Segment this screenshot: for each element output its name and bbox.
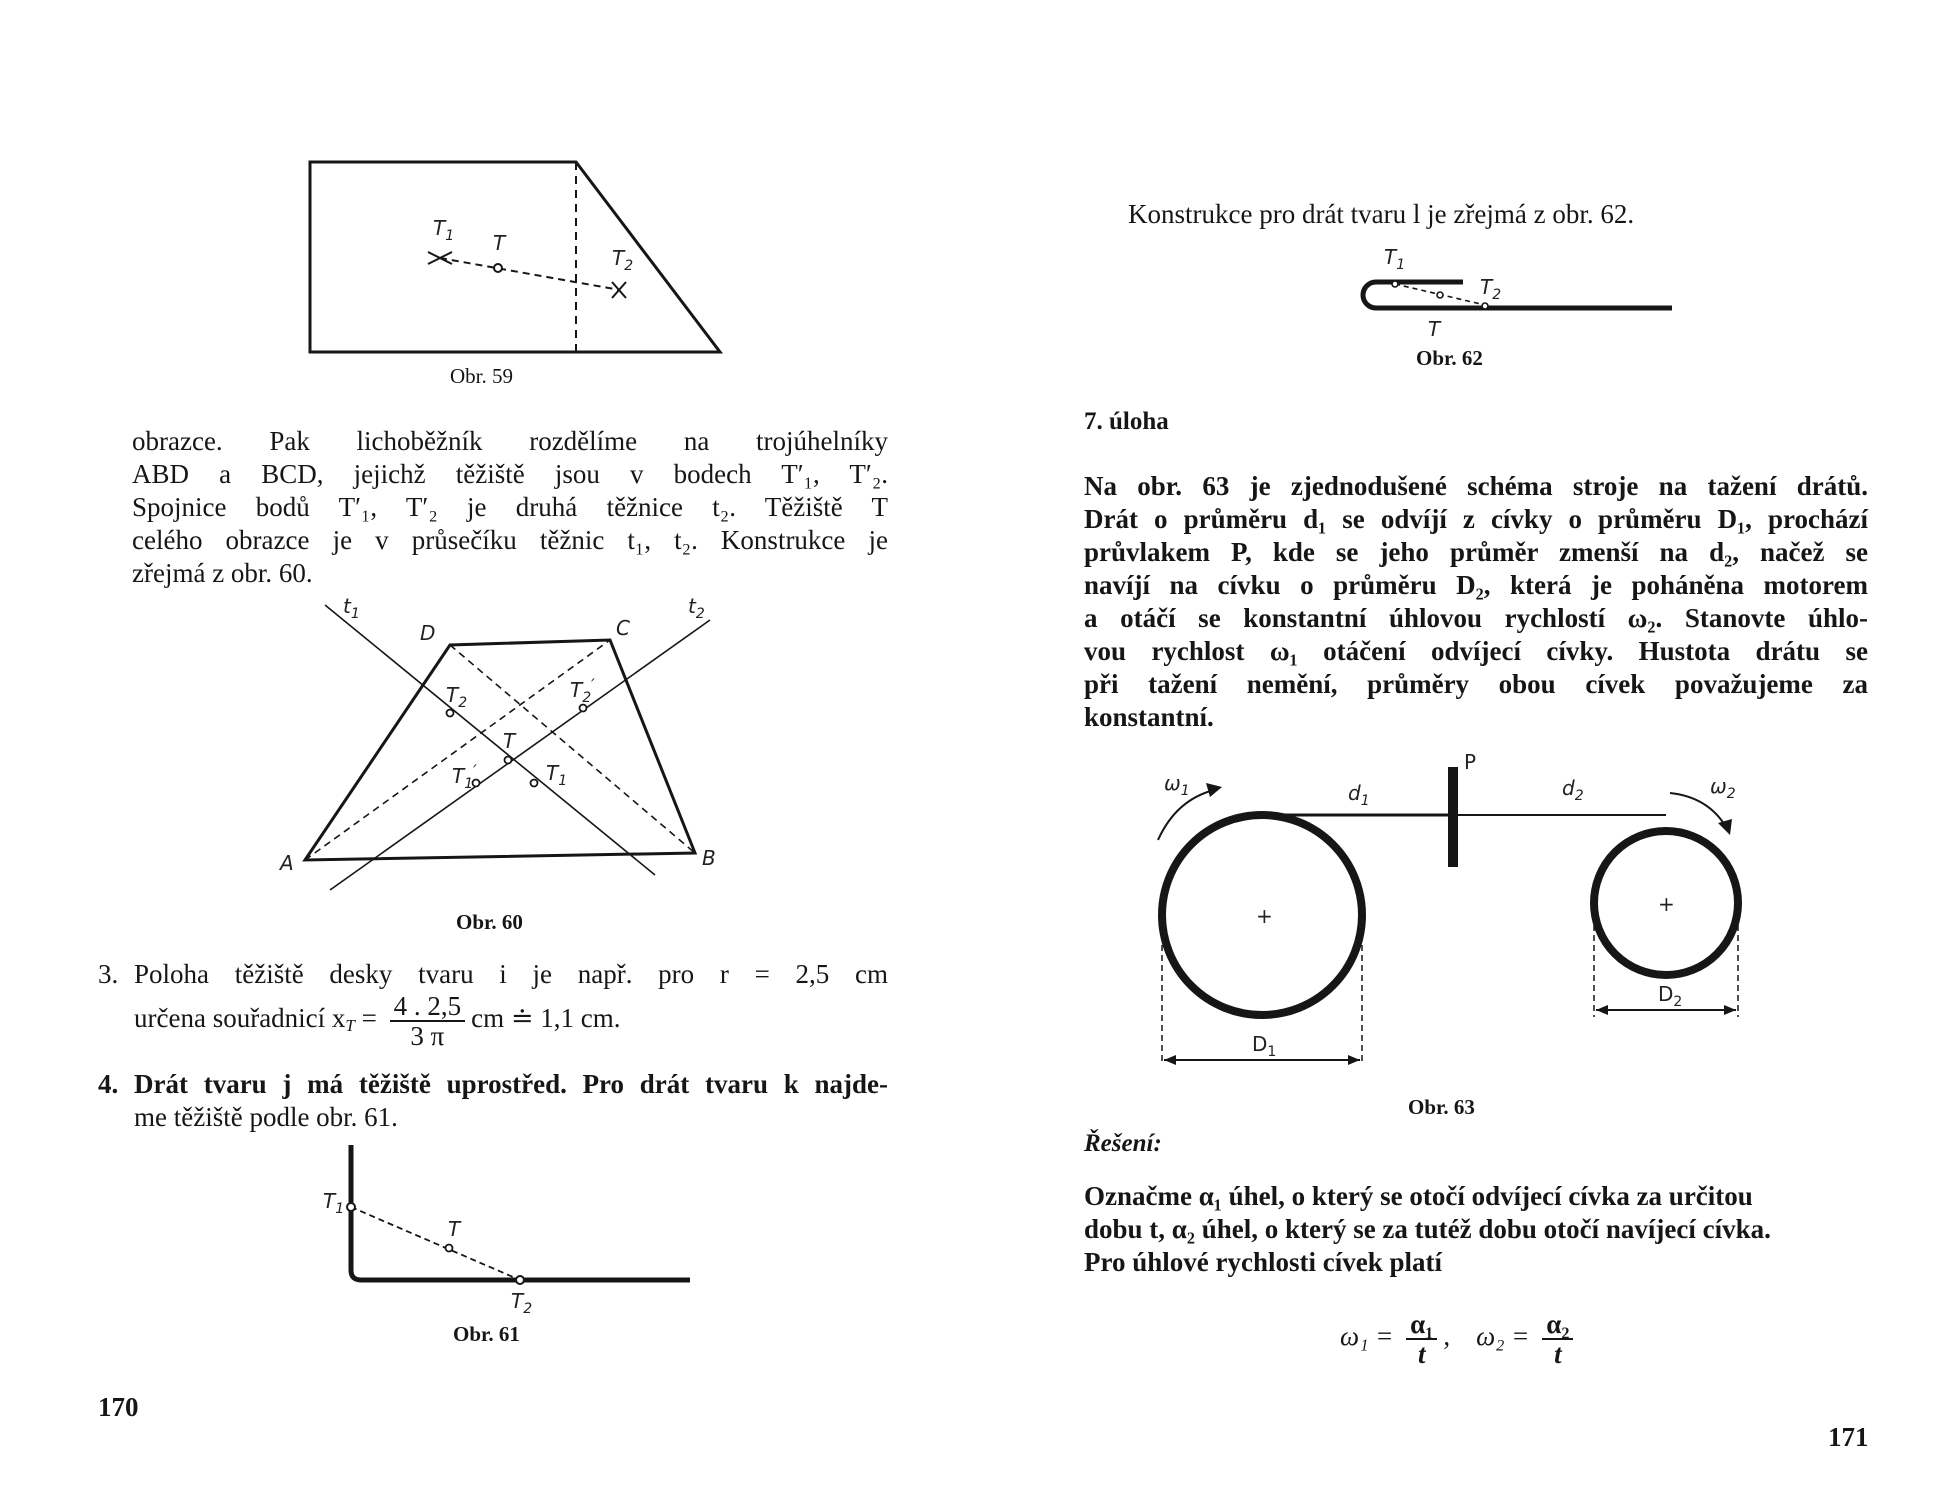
- list-item-number: 3.: [98, 959, 119, 989]
- svg-text:T1: $T_1$: [433, 216, 455, 244]
- figure-59-caption: Obr. 59: [450, 364, 513, 388]
- list-item-formula-line: určena souřadnicí xT = $\frac{4 . 2,5}{3 \pi}$ cm ≐ 1,1 cm.: [134, 991, 621, 1051]
- svg-text:T1′: $T_1'$: [452, 761, 477, 792]
- svg-text:D2: $D_2$: [1658, 982, 1683, 1010]
- svg-text:D: D: [420, 621, 436, 645]
- list-item-line: Poloha těžiště desky tvaru i je např. pro r = 2,5 cm: [134, 959, 888, 989]
- figure-63: [1158, 750, 1778, 1125]
- svg-text:T: T: [1428, 317, 1441, 341]
- paragraph-1: [132, 425, 888, 590]
- solution-line: dobu t, α₂ úhel, o který se za tutéž dobu otočí navíjecí cívka.: [1084, 1214, 1771, 1244]
- page-number-right: 171: [1828, 1422, 1869, 1452]
- figure-61-caption: Obr. 61: [453, 1322, 520, 1346]
- paragraph-1-line: zřejmá z obr. 60.: [132, 558, 313, 588]
- task-line: vou rychlost ω₁ otáčení odvíjecí cívky. Hustota drátu se: [1084, 636, 1868, 666]
- list-item-line: Drát tvaru j má těžiště uprostřed. Pro drát tvaru k najde-: [134, 1069, 888, 1099]
- solution-text: [1084, 1180, 1874, 1279]
- list-item-number: 4.: [98, 1069, 119, 1099]
- svg-text:T: T: [448, 1217, 461, 1241]
- fraction: $\frac{\text{α₂}}{t}$: [1542, 1310, 1573, 1368]
- task-heading: 7. úloha: [1084, 408, 1169, 435]
- solution-heading: Řešení:: [1084, 1130, 1162, 1157]
- svg-text:T1: $T_1$: [323, 1189, 345, 1217]
- figure-62-diagram: [1328, 242, 1688, 352]
- paragraph-1-line: celého obrazce je v průsečíku těžnic t₁, t₂. Konstrukce je: [132, 525, 888, 555]
- svg-text:A: A: [280, 851, 294, 875]
- figure-62: [1328, 242, 1688, 382]
- svg-text:+: +: [1658, 892, 1675, 916]
- svg-text:T: T: [503, 729, 516, 753]
- svg-text:C: C: [616, 616, 630, 640]
- formula: ω₁ = $\frac{\text{α₁}}{t}$ , ω₂ = $\frac{\text{α₂}}{t}$: [1340, 1310, 1579, 1368]
- task-text: [1084, 470, 1868, 734]
- solution-line: Pro úhlové rychlosti cívek platí: [1084, 1247, 1442, 1277]
- svg-text:P: P: [1464, 750, 1477, 774]
- svg-text:T1: $T_1$: [546, 761, 568, 789]
- figure-62-caption: Obr. 62: [1416, 346, 1483, 370]
- svg-text:T2: $T_2$: [1480, 275, 1502, 303]
- task-line: navíjí na cívku o průměru D₂, která je poháněna motorem: [1084, 570, 1868, 600]
- solution-line: Označme α₁ úhel, o který se otočí odvíjecí cívka za určitou: [1084, 1181, 1753, 1211]
- task-line: Drát o průměru d₁ se odvíjí z cívky o průměru D₁, prochází: [1084, 504, 1868, 534]
- figure-61: [315, 1140, 715, 1360]
- svg-text:d2: $d_2$: [1562, 776, 1584, 804]
- figure-60-diagram: [270, 595, 750, 915]
- intro-line: Konstrukce pro drát tvaru l je zřejmá z obr. 62.: [1128, 199, 1635, 229]
- fraction: $\frac{4 . 2,5}{3 \pi}$: [390, 992, 466, 1050]
- task-line: Na obr. 63 je zjednodušené schéma stroje na tažení drátů.: [1084, 471, 1868, 501]
- figure-63-caption: Obr. 63: [1408, 1095, 1475, 1119]
- svg-text:ω2: $\omega_2$: [1710, 774, 1736, 802]
- figure-60-caption: Obr. 60: [456, 910, 523, 934]
- svg-text:t2: $t_2$: [688, 594, 705, 622]
- svg-text:T1: $T_1$: [1384, 245, 1406, 273]
- task-line: a otáčí se konstantní úhlovou rychlostí ω₂. Stanovte úhlo-: [1084, 603, 1868, 633]
- svg-text:B: B: [702, 846, 716, 870]
- paragraph-1-line: Spojnice bodů T′₁, T′₂ je druhá těžnice t₂. Těžiště T: [132, 492, 888, 522]
- svg-text:D1: $D_1$: [1252, 1032, 1277, 1060]
- right-page: [978, 0, 1956, 1500]
- task-line: konstantní.: [1084, 702, 1214, 732]
- svg-text:T2: $T_2$: [612, 246, 634, 274]
- figure-63-diagram: [1158, 750, 1778, 1095]
- figure-61-diagram: [315, 1140, 715, 1320]
- paragraph-1-line: obrazce. Pak lichoběžník rozdělíme na trojúhelníky: [132, 426, 888, 456]
- page-number-left: 170: [98, 1392, 139, 1422]
- figure-59: [300, 150, 740, 400]
- fraction: $\frac{\text{α₁}}{t}$: [1406, 1310, 1437, 1368]
- task-line: při tažení nemění, průměry obou cívek považujeme za: [1084, 669, 1868, 699]
- svg-text:t1: $t_1$: [343, 594, 360, 622]
- svg-text:+: +: [1256, 904, 1273, 928]
- paragraph-1-line: ABD a BCD, jejichž těžiště jsou v bodech T′₁, T′₂.: [132, 459, 888, 489]
- svg-text:T2′: $T_2'$: [570, 675, 595, 706]
- svg-text:d1: $d_1$: [1348, 781, 1370, 809]
- task-line: průvlakem P, kde se jeho průměr zmenší na d₂, načež se: [1084, 537, 1868, 567]
- svg-text:T2: $T_2$: [511, 1289, 533, 1317]
- figure-59-diagram: [300, 150, 740, 390]
- figure-60: [270, 595, 750, 945]
- svg-text:ω1: $\omega_1$: [1164, 771, 1190, 799]
- svg-text:T: T: [493, 231, 506, 255]
- list-item-line: me těžiště podle obr. 61.: [134, 1102, 398, 1132]
- svg-text:T2: $T_2$: [446, 683, 468, 711]
